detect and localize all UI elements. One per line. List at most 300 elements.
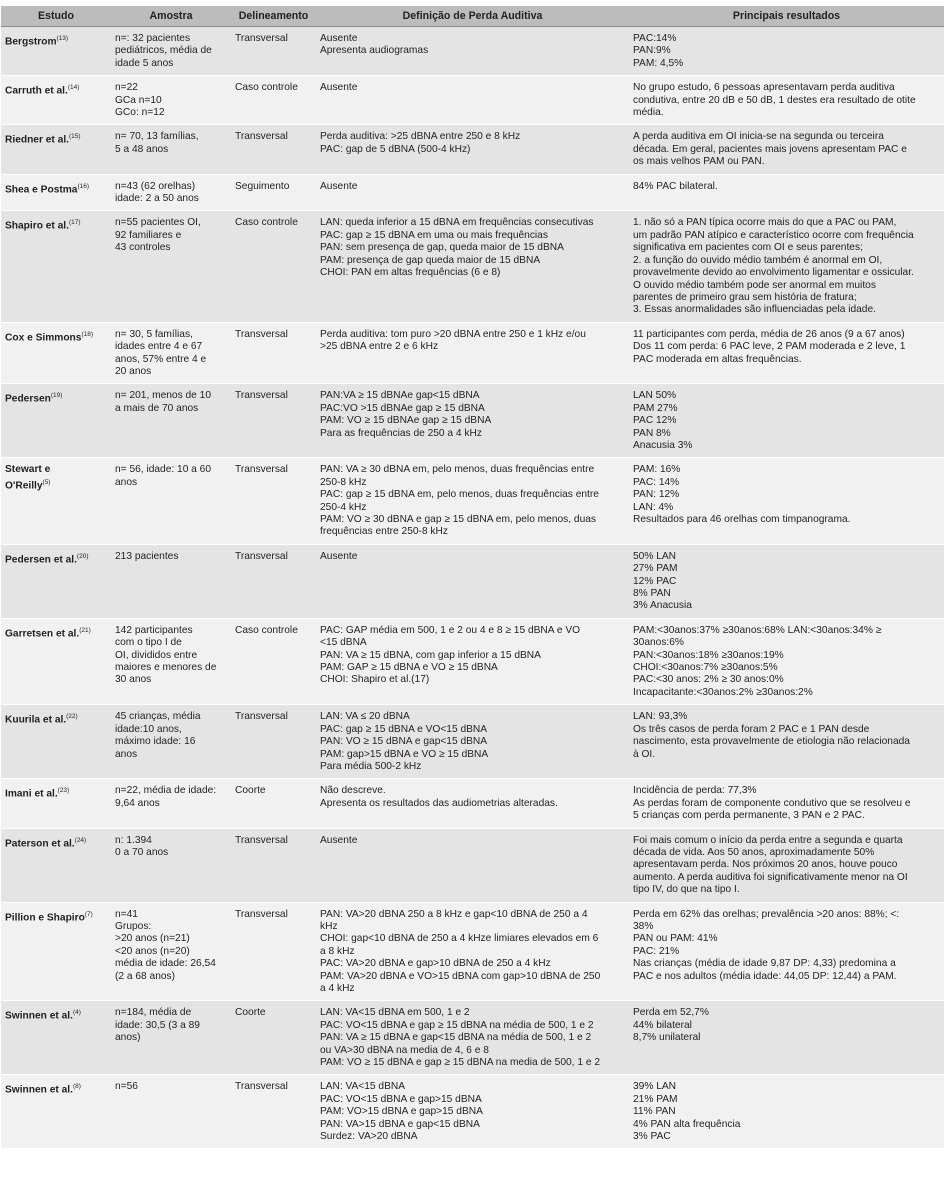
- definition-line: Ausente: [320, 180, 358, 192]
- results-line: PAN:9%: [633, 45, 671, 57]
- results-line: década. Em geral, pacientes mais jovens apresentam PAC e: [633, 143, 907, 155]
- study-cell: [1, 76, 111, 125]
- definition-line: PAC: gap ≥ 15 dBNA em, pelo menos, duas frequências entre: [320, 489, 599, 501]
- header-estudo: Estudo: [1, 6, 111, 27]
- definition-line: Não descreve.: [320, 785, 386, 797]
- header-amostra: Amostra: [111, 6, 231, 27]
- results-cell: [629, 27, 944, 76]
- study-name: Garretsen et al.: [5, 628, 80, 640]
- reference-number: (24): [74, 836, 87, 844]
- sample-line: 43 controles: [115, 242, 171, 254]
- sample-cell: [111, 779, 231, 828]
- sample-line: idades entre 4 e 67: [115, 341, 203, 353]
- results-line: 8,7% unilateral: [633, 1032, 701, 1044]
- table-row: [1, 828, 944, 902]
- design-cell: Coorte: [231, 1001, 316, 1075]
- definition-line: Apresenta os resultados das audiometrias alteradas.: [320, 797, 558, 809]
- definition-cell: [316, 779, 629, 828]
- definition-cell: [316, 828, 629, 902]
- results-line: 44% bilateral: [633, 1019, 692, 1031]
- definition-line: Ausente: [320, 82, 358, 94]
- table-row: [1, 618, 944, 704]
- definition-line: PAN:VA ≥ 15 dBNAe gap<15 dBNA: [320, 390, 480, 402]
- table-row: [1, 384, 944, 458]
- design-cell: Transversal: [231, 27, 316, 76]
- sample-line: n=55 pacientes OI,: [115, 217, 201, 229]
- design-cell: Caso controle: [231, 76, 316, 125]
- definition-line: LAN: VA<15 dBNA em 500, 1 e 2: [320, 1007, 470, 1019]
- definition-line: PAN: VO ≥ 15 dBNA e gap<15 dBNA: [320, 736, 488, 748]
- results-line: 38%: [633, 920, 654, 932]
- definition-line: PAM: VO ≥ 30 dBNA e gap ≥ 15 dBNA em, pelo menos, duas: [320, 514, 597, 525]
- sample-line: n=43 (62 orelhas): [115, 180, 196, 192]
- results-line: condutiva, entre 20 dB e 50 dB, 1 destes era resultado de otite: [633, 94, 916, 106]
- study-cell: [1, 458, 111, 544]
- definition-line: >25 dBNA entre 2 e 6 kHz: [320, 341, 439, 353]
- sample-cell: [111, 1075, 231, 1149]
- reference-number: (22): [66, 713, 78, 721]
- results-cell: [629, 76, 944, 125]
- sample-line: idade 5 anos: [115, 57, 174, 69]
- definition-line: PAM: VA>20 dBNA e VO>15 dBNA com gap>10 dBNA de 250: [320, 970, 601, 982]
- definition-cell: [316, 125, 629, 174]
- study-name: Paterson et al.: [5, 837, 75, 849]
- study-name: Pedersen: [5, 393, 51, 405]
- results-line: apresentavam perda. Nos próximos 20 anos, houve pouco: [633, 859, 898, 871]
- study-name: Kuurila et al.: [5, 714, 67, 726]
- reference-number: (13): [56, 35, 69, 42]
- definition-cell: [316, 1075, 629, 1149]
- study-name: Imani et al.: [5, 788, 58, 800]
- sample-line: n=184, média de: [115, 1007, 192, 1019]
- results-line: PAN:<30anos:18% ≥30anos:19%: [633, 649, 784, 661]
- definition-line: PAC: VA>20 dBNA e gap>10 dBNA de 250 a 4 kHz: [320, 958, 551, 970]
- results-line: Perda em 62% das orelhas; prevalência >20 anos: 88%; <:: [633, 908, 900, 920]
- design-cell: Seguimento: [231, 174, 316, 211]
- reference-number: (17): [68, 219, 81, 227]
- study-name: Carruth et al.: [5, 85, 68, 97]
- results-line: 27% PAM: [633, 563, 678, 575]
- sample-cell: [111, 618, 231, 704]
- design-cell: Transversal: [231, 544, 316, 618]
- study-cell: [1, 544, 111, 618]
- study-cell: [1, 1001, 111, 1075]
- design-cell: Transversal: [231, 458, 316, 544]
- definition-line: PAN: sem presença de gap, queda maior de 15 dBNA: [320, 242, 564, 254]
- table-row: [1, 544, 944, 618]
- definition-cell: [316, 458, 629, 544]
- results-line: PAM:<30anos:37% ≥30anos:68% LAN:<30anos:34% ≥: [633, 624, 882, 636]
- results-line: PAC: 14%: [633, 476, 680, 488]
- sample-line: n= 56, idade: 10 a 60: [115, 464, 212, 476]
- definition-line: Para as frequências de 250 a 4 kHz: [320, 427, 482, 439]
- definition-line: <15 dBNA: [320, 637, 367, 649]
- sample-cell: [111, 902, 231, 1001]
- study-name: Pillion e Shapiro: [5, 911, 85, 923]
- sample-line: 142 participantes: [115, 624, 193, 636]
- study-cell: [1, 618, 111, 704]
- study-name: Pedersen et al.: [5, 554, 77, 566]
- sample-line: (2 a 68 anos): [115, 970, 176, 982]
- definition-cell: [316, 322, 629, 384]
- sample-line: 213 pacientes: [115, 550, 179, 562]
- reference-number: (21): [79, 626, 91, 634]
- header-resultados: Principais resultados: [629, 6, 944, 27]
- sample-cell: [111, 458, 231, 544]
- definition-cell: [316, 618, 629, 704]
- study-cell: [1, 779, 111, 828]
- table-row: [1, 902, 944, 1001]
- results-cell: [629, 125, 944, 174]
- sample-line: anos: [115, 748, 138, 760]
- results-line: 1. não só a PAN típica ocorre mais do que a PAC ou PAM,: [633, 217, 897, 229]
- sample-cell: [111, 211, 231, 322]
- results-line: Dos 11 com perda: 6 PAC leve, 2 PAM moderada e 2 leve, 1: [633, 341, 906, 353]
- sample-line: maiores e menores de: [115, 662, 217, 674]
- results-line: PAC: 21%: [633, 945, 680, 957]
- sample-line: idade: 30,5 (3 a 89: [115, 1019, 200, 1031]
- sample-line: idade:10 anos,: [115, 723, 182, 735]
- table-row: [1, 458, 944, 544]
- results-line: 8% PAN: [633, 588, 671, 600]
- results-line: 11% PAN: [633, 1106, 676, 1118]
- definition-line: PAC: GAP média em 500, 1 e 2 ou 4 e 8 ≥ 15 dBNA e VO: [320, 624, 581, 636]
- results-line: um padrão PAN atípico e característico ocorre com frequência: [633, 229, 914, 241]
- sample-line: média de idade: 26,54: [115, 958, 216, 970]
- results-cell: [629, 174, 944, 211]
- design-cell: Transversal: [231, 828, 316, 902]
- reference-number: (4): [72, 1009, 81, 1017]
- results-line: Foi mais comum o início da perda entre a segunda e quarta: [633, 834, 903, 846]
- results-line: nascimento, esta provavelmente de etiologia não relacionada: [633, 736, 910, 748]
- definition-line: PAM: presença de gap queda maior de 15 dBNA: [320, 254, 541, 266]
- definition-line: Ausente: [320, 834, 358, 846]
- results-line: Anacusia 3%: [633, 439, 693, 451]
- sample-line: idade: 2 a 50 anos: [115, 193, 199, 205]
- results-line: PAN 8%: [633, 427, 671, 439]
- table-row: [1, 174, 944, 211]
- definition-line: PAM: VO ≥ 15 dBNA e gap ≥ 15 dBNA na media de 500, 1 e 2: [320, 1057, 600, 1069]
- definition-line: PAN: VA ≥ 30 dBNA em, pelo menos, duas frequências entre: [320, 464, 595, 476]
- definition-cell: [316, 384, 629, 458]
- results-line: PAC 12%: [633, 415, 677, 427]
- results-line: Incapacitante:<30anos:2% ≥30anos:2%: [633, 686, 813, 698]
- design-cell: Transversal: [231, 1075, 316, 1149]
- results-line: à OI.: [633, 748, 656, 760]
- results-line: 21% PAM: [633, 1093, 678, 1105]
- reference-number: (15): [68, 133, 81, 141]
- study-name: Riedner et al.: [5, 134, 69, 146]
- results-line: CHOI:<30anos:7% ≥30anos:5%: [633, 662, 778, 674]
- table-row: [1, 705, 944, 779]
- sample-line: >20 anos (n=21): [115, 933, 190, 945]
- results-cell: [629, 828, 944, 902]
- design-cell: Caso controle: [231, 618, 316, 704]
- results-line: Perda em 52,7%: [633, 1007, 709, 1019]
- design-cell: Coorte: [231, 779, 316, 828]
- study-cell: [1, 27, 111, 76]
- table-row: [1, 1075, 944, 1149]
- sample-cell: [111, 828, 231, 902]
- results-cell: [629, 322, 944, 384]
- definition-line: PAC:VO >15 dBNAe gap ≥ 15 dBNA: [320, 402, 485, 414]
- study-name: Swinnen et al.: [5, 1084, 73, 1096]
- design-cell: Transversal: [231, 705, 316, 779]
- sample-line: OI, divididos entre: [115, 649, 198, 661]
- results-cell: [629, 618, 944, 704]
- header-definicao: Definição de Perda Auditiva: [316, 6, 629, 27]
- results-line: aumento. A perda auditiva foi significativamente menor na OI: [633, 871, 908, 883]
- results-line: 30anos:6%: [633, 637, 684, 649]
- sample-line: n= 70, 13 famílias,: [115, 131, 199, 143]
- results-line: tipo IV, do que na tipo I.: [633, 884, 740, 896]
- definition-line: PAC: gap de 5 dBNA (500-4 kHz): [320, 143, 471, 155]
- sample-cell: [111, 76, 231, 125]
- reference-number: (23): [57, 787, 70, 795]
- definition-cell: [316, 705, 629, 779]
- results-line: década de vida. Aos 50 anos, aproximadamente 50%: [633, 846, 875, 858]
- design-cell: Transversal: [231, 125, 316, 174]
- results-cell: [629, 211, 944, 322]
- results-line: PAM 27%: [633, 402, 678, 414]
- study-cell: [1, 705, 111, 779]
- header-row: [1, 6, 944, 27]
- sample-line: 92 familiares e: [115, 229, 182, 241]
- definition-line: PAM: VO ≥ 15 dBNAe gap ≥ 15 dBNA: [320, 415, 492, 427]
- study-name: Shapiro et al.: [5, 220, 69, 232]
- sample-cell: [111, 705, 231, 779]
- definition-cell: [316, 211, 629, 322]
- design-cell: Transversal: [231, 322, 316, 384]
- table-row: [1, 1001, 944, 1075]
- sample-line: 30 anos: [115, 674, 152, 686]
- results-line: No grupo estudo, 6 pessoas apresentavam perda auditiva: [633, 82, 895, 94]
- table-row: [1, 779, 944, 828]
- definition-line: Ausente: [320, 33, 358, 44]
- study-cell: [1, 174, 111, 211]
- definition-line: PAC: VO<15 dBNA e gap>15 dBNA: [320, 1093, 482, 1105]
- definition-cell: [316, 544, 629, 618]
- study-cell: [1, 211, 111, 322]
- definition-line: a 4 kHz: [320, 983, 355, 994]
- sample-line: pediátricos, média de: [115, 45, 212, 57]
- sample-line: Grupos:: [115, 920, 152, 932]
- sample-cell: [111, 174, 231, 211]
- study-cell: [1, 322, 111, 384]
- results-line: parentes de primeiro grau sem história de fratura;: [633, 291, 857, 303]
- definition-line: Ausente: [320, 550, 358, 562]
- results-line: LAN: 93,3%: [633, 711, 688, 723]
- definition-line: PAC: VO<15 dBNA e gap ≥ 15 dBNA na média de 500, 1 e 2: [320, 1019, 594, 1031]
- sample-line: n= 30, 5 famílias,: [115, 328, 193, 340]
- study-cell: [1, 1075, 111, 1149]
- definition-line: Perda auditiva: >25 dBNA entre 250 e 8 kHz: [320, 131, 521, 143]
- sample-line: anos, 57% entre 4 e: [115, 353, 207, 365]
- table-row: [1, 322, 944, 384]
- table-row: [1, 76, 944, 125]
- design-cell: Transversal: [231, 902, 316, 1001]
- study-name: Swinnen et al.: [5, 1010, 73, 1022]
- definition-line: a 8 kHz: [320, 945, 355, 957]
- sample-line: anos: [115, 476, 138, 488]
- results-line: Os três casos de perda foram 2 PAC e 1 PAN desde: [633, 723, 870, 735]
- study-name: Shea e Postma: [5, 184, 78, 196]
- definition-cell: [316, 174, 629, 211]
- sample-cell: [111, 544, 231, 618]
- sample-line: a mais de 70 anos: [115, 402, 199, 414]
- definition-cell: [316, 902, 629, 1001]
- results-cell: [629, 384, 944, 458]
- definition-line: PAN: VA>15 dBNA e gap<15 dBNA: [320, 1118, 480, 1130]
- results-cell: [629, 705, 944, 779]
- reference-number: (14): [67, 84, 80, 92]
- table-row: [1, 27, 944, 76]
- definition-line: frequências entre 250-8 kHz: [320, 526, 448, 538]
- results-line: 12% PAC: [633, 575, 677, 587]
- results-line: LAN: 4%: [633, 501, 674, 513]
- results-cell: [629, 902, 944, 1001]
- definition-line: PAN: VA>20 dBNA 250 a 8 kHz e gap<10 dBNA de 250 a 4: [320, 908, 588, 920]
- reference-number: (5): [42, 478, 51, 486]
- sample-line: com o tipo I de: [115, 637, 182, 649]
- results-line: PAC:<30 anos: 2% ≥ 30 anos:0%: [633, 674, 784, 686]
- definition-line: LAN: VA ≤ 20 dBNA: [320, 711, 410, 723]
- definition-line: PAM: GAP ≥ 15 dBNA e VO ≥ 15 dBNA: [320, 662, 498, 674]
- definition-line: 250-4 kHz: [320, 501, 367, 513]
- definition-line: ou VA>30 dBNA na media de 4, 6 e 8: [320, 1044, 489, 1056]
- sample-cell: [111, 125, 231, 174]
- results-line: 84% PAC bilateral.: [633, 180, 718, 192]
- study-cell: [1, 384, 111, 458]
- sample-cell: [111, 27, 231, 76]
- definition-line: LAN: VA<15 dBNA: [320, 1081, 406, 1093]
- results-cell: [629, 1001, 944, 1075]
- header-delineamento: Delineamento: [231, 6, 316, 27]
- reference-number: (7): [84, 910, 93, 918]
- results-line: LAN 50%: [633, 390, 677, 402]
- definition-line: PAC: gap ≥ 15 dBNA e VO<15 dBNA: [320, 723, 488, 735]
- definition-line: PAM: VO>15 dBNA e gap>15 dBNA: [320, 1106, 483, 1118]
- study-cell: [1, 902, 111, 1001]
- reference-number: (20): [76, 552, 89, 560]
- sample-line: máximo idade: 16: [115, 736, 196, 748]
- definition-line: 250-8 kHz: [320, 476, 367, 488]
- results-line: 11 participantes com perda, média de 26 anos (9 a 67 anos): [633, 328, 905, 340]
- reference-number: (19): [50, 392, 63, 400]
- results-cell: [629, 458, 944, 544]
- sample-cell: [111, 322, 231, 384]
- definition-line: LAN: queda inferior a 15 dBNA em frequências consecutivas: [320, 217, 594, 229]
- studies-table: [1, 6, 944, 1149]
- definition-line: Para média 500-2 kHz: [320, 760, 422, 772]
- results-line: média.: [633, 107, 664, 119]
- sample-line: n=56: [115, 1081, 138, 1093]
- study-cell: [1, 125, 111, 174]
- results-line: 3. Essas anormalidades são influenciadas pela idade.: [633, 304, 876, 316]
- results-line: PAM: 4,5%: [633, 57, 684, 69]
- sample-line: 9,64 anos: [115, 797, 160, 809]
- definition-line: CHOI: Shapiro et al.(17): [320, 674, 430, 686]
- design-cell: Caso controle: [231, 211, 316, 322]
- definition-line: PAM: gap>15 dBNA e VO ≥ 15 dBNA: [320, 748, 489, 760]
- results-line: 2. a função do ouvido médio também é anormal em OI,: [633, 254, 883, 266]
- table-row: [1, 211, 944, 322]
- results-cell: [629, 1075, 944, 1149]
- results-line: As perdas foram de componente condutivo que se resolveu e: [633, 797, 911, 809]
- sample-line: n=41: [115, 908, 138, 920]
- definition-line: kHz: [320, 920, 338, 932]
- definition-line: Perda auditiva: tom puro >20 dBNA entre 250 e 1 kHz e/ou: [320, 328, 586, 340]
- sample-line: anos): [115, 1032, 141, 1044]
- sample-line: n= 201, menos de 10: [115, 390, 212, 402]
- sample-cell: [111, 384, 231, 458]
- design-cell: Transversal: [231, 384, 316, 458]
- results-line: 50% LAN: [633, 550, 677, 562]
- results-line: os mais velhos PAM ou PAN.: [633, 156, 765, 168]
- sample-line: GCa n=10: [115, 94, 162, 106]
- results-line: A perda auditiva em OI inicia-se na segunda ou terceira: [633, 131, 884, 143]
- study-name: Stewart e: [5, 464, 51, 476]
- results-line: 4% PAN alta frequência: [633, 1118, 741, 1130]
- results-line: PAN ou PAM: 41%: [633, 933, 718, 945]
- definition-line: Apresenta audiogramas: [320, 45, 429, 57]
- sample-cell: [111, 1001, 231, 1075]
- sample-line: n=22, média de idade:: [115, 785, 217, 797]
- results-line: significativa em pacientes com OI e seus parentes;: [633, 242, 863, 254]
- sample-line: n=: 32 pacientes: [115, 33, 191, 44]
- sample-line: 20 anos: [115, 365, 152, 377]
- results-line: PAN: 12%: [633, 489, 680, 501]
- results-line: Incidência de perda: 77,3%: [633, 785, 757, 797]
- sample-line: n=22: [115, 82, 138, 94]
- definition-line: Surdez: VA>20 dBNA: [320, 1131, 418, 1143]
- definition-line: PAN: VA ≥ 15 dBNA, com gap inferior a 15 dBNA: [320, 649, 541, 661]
- results-line: O ouvido médio também pode ser anormal em muitos: [633, 279, 876, 291]
- results-line: 3% Anacusia: [633, 600, 692, 612]
- sample-line: GCo: n=12: [115, 107, 165, 119]
- results-line: PAC e nos adultos (média idade: 44,05 DP: 12,44) a PAM.: [633, 970, 897, 982]
- definition-line: CHOI: PAN em altas frequências (6 e 8): [320, 267, 501, 279]
- definition-line: PAC: gap ≥ 15 dBNA em uma ou mais frequências: [320, 229, 548, 241]
- results-line: PAM: 16%: [633, 464, 681, 476]
- sample-line: 45 crianças, média: [115, 711, 201, 723]
- definition-cell: [316, 27, 629, 76]
- results-line: Resultados para 46 orelhas com timpanograma.: [633, 514, 851, 525]
- results-cell: [629, 544, 944, 618]
- sample-line: n: 1.394: [115, 834, 152, 846]
- reference-number: (8): [72, 1083, 81, 1091]
- definition-line: PAN: VA ≥ 15 dBNA e gap<15 dBNA na média de 500, 1 e 2: [320, 1032, 592, 1044]
- results-line: PAC:14%: [633, 33, 677, 44]
- definition-line: CHOI: gap<10 dBNA de 250 a 4 kHze limiares elevados em 6: [320, 933, 599, 945]
- sample-line: 5 a 48 anos: [115, 143, 169, 155]
- results-line: provavelmente devido ao envolvimento ligamentar e ossicular.: [633, 267, 914, 279]
- study-name: Bergstrom: [5, 36, 57, 48]
- results-line: 3% PAC: [633, 1131, 671, 1143]
- results-line: Nas crianças (média de idade 9,87 DP: 4,33) predomina a: [633, 958, 896, 970]
- table-body: [1, 27, 944, 1149]
- sample-line: <20 anos (n=20): [115, 945, 190, 957]
- sample-line: 0 a 70 anos: [115, 846, 169, 858]
- results-line: PAC moderada em altas frequências.: [633, 353, 802, 365]
- reference-number: (16): [77, 182, 90, 190]
- definition-cell: [316, 76, 629, 125]
- study-name: Cox e Simmons: [5, 332, 82, 344]
- definition-cell: [316, 1001, 629, 1075]
- results-line: 39% LAN: [633, 1081, 677, 1093]
- results-cell: [629, 779, 944, 828]
- table-row: [1, 125, 944, 174]
